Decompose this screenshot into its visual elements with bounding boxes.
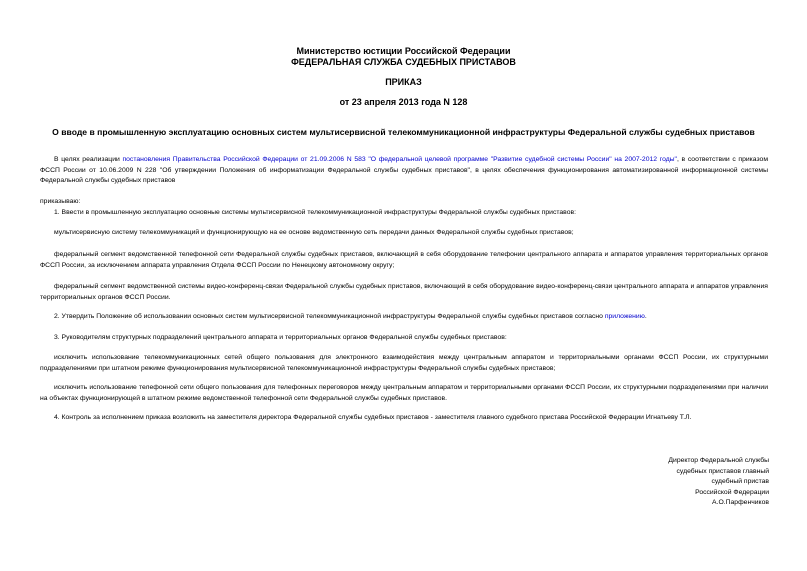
item-2: [40, 312, 768, 323]
item-3a-text: исключить использование телекоммуникационных сетей общего пользования для электронного взаимодействия между центральным аппаратом и территориальными органами ФССП России, их структурными подразделениями при штатном режиме функционирования мультисервисной телекоммуникационной инфраструктуры Федеральной службы судебных приставов;: [40, 354, 768, 372]
appendix-link[interactable]: приложению: [604, 313, 645, 320]
ministry-heading: Министерство юстиции Российской Федерации: [296, 46, 511, 56]
signature-line-4: Российской Федерации: [695, 488, 769, 496]
item-3b-text: исключить использование телефонной сети общего пользования для телефонных переговоров между центральным аппаратом и территориальными органами ФССП России, их структурными подразделениями при наличии на объектах функционирующей в штатном режиме ведомственной телефонной сети Федеральной службы судебных приставов.: [40, 384, 768, 402]
service-heading: ФЕДЕРАЛЬНАЯ СЛУЖБА СУДЕБНЫХ ПРИСТАВОВ: [291, 57, 516, 67]
preamble-paragraph: [40, 155, 768, 187]
item-3b: [40, 383, 768, 404]
item-3-text: 3. Руководителям структурных подразделений центрального аппарата и территориальных органов Федеральной службы судебных приставов:: [54, 334, 507, 341]
item-1c-text: федеральный сегмент ведомственной системы видео-конференц-связи Федеральной службы судебных приставов, включающий в себя оборудование видео-конференц-связи центрального аппарата и аппаратов управления территориальных органов ФССП России.: [40, 283, 768, 301]
item-1c: [40, 282, 768, 303]
signature-block: [609, 456, 769, 509]
item-1: [40, 208, 768, 219]
document-title: О вводе в промышленную эксплуатацию основных систем мультисервисной телекоммуникационной инфраструктуры Федеральной службы судебных приставов: [52, 127, 755, 137]
item-1-text: 1. Ввести в промышленную эксплуатацию основные системы мультисервисной телекоммуникационной инфраструктуры Федеральной службы судебных приставов:: [54, 209, 576, 216]
item-3a: [40, 353, 768, 374]
item-3: [40, 333, 768, 344]
item-2-text: 2. Утвердить Положение об использовании основных систем мультисервисной телекоммуникационной инфраструктуры Федеральной службы судебных приставов согласно: [54, 313, 605, 320]
preamble-text-after: , в соответствии с приказом ФССП России от 10.06.2009 N 228 "Об утверждении Положения об информатизации Федеральной службы судебных приставов", в целях обеспечения функционирования автоматизированной информационной системы Федеральной службы судебных приставов: [40, 156, 768, 184]
item-2-period: .: [644, 313, 647, 320]
signature-line-1: Директор Федеральной службы: [668, 457, 769, 464]
item-4: [40, 413, 768, 424]
preamble-text-before: В целях реализации: [54, 156, 123, 163]
item-4-text: 4. Контроль за исполнением приказа возложить на заместителя директора Федеральной службы судебных приставов - заместителя главного судебного пристава Российской Федерации Игнатьеву Т.Л.: [54, 414, 692, 421]
government-resolution-link[interactable]: постановления Правительства Российской Федерации от 21.09.2006 N 583 "О федеральной целевой программе "Развитие судебной системы России" на 2007-2012 годы": [122, 156, 677, 163]
item-1a: [40, 228, 768, 239]
signature-line-3: судебный пристав: [711, 478, 769, 485]
signature-name: А.О.Парфенчиков: [712, 499, 769, 506]
signature-line-2: судебных приставов главный: [676, 467, 769, 475]
date-number-heading: от 23 апреля 2013 года N 128: [339, 97, 468, 107]
order-word: приказываю:: [40, 198, 81, 205]
item-1a-text: мультисервисную систему телекоммуникаций и функционирующую на ее основе ведомственную сеть передачи данных Федеральной службы судебных приставов;: [54, 229, 574, 236]
item-1b-text: федеральный сегмент ведомственной телефонной сети Федеральной службы судебных приставов, включающий в себя оборудование телефонии центрального аппарата и аппаратов управления территориальных органов ФССП России, за исключением аппарата управления Отдела ФССП России по Ненецкому автономному округу;: [40, 251, 768, 269]
item-1b: [40, 250, 768, 271]
doc-type-heading: ПРИКАЗ: [385, 77, 422, 87]
